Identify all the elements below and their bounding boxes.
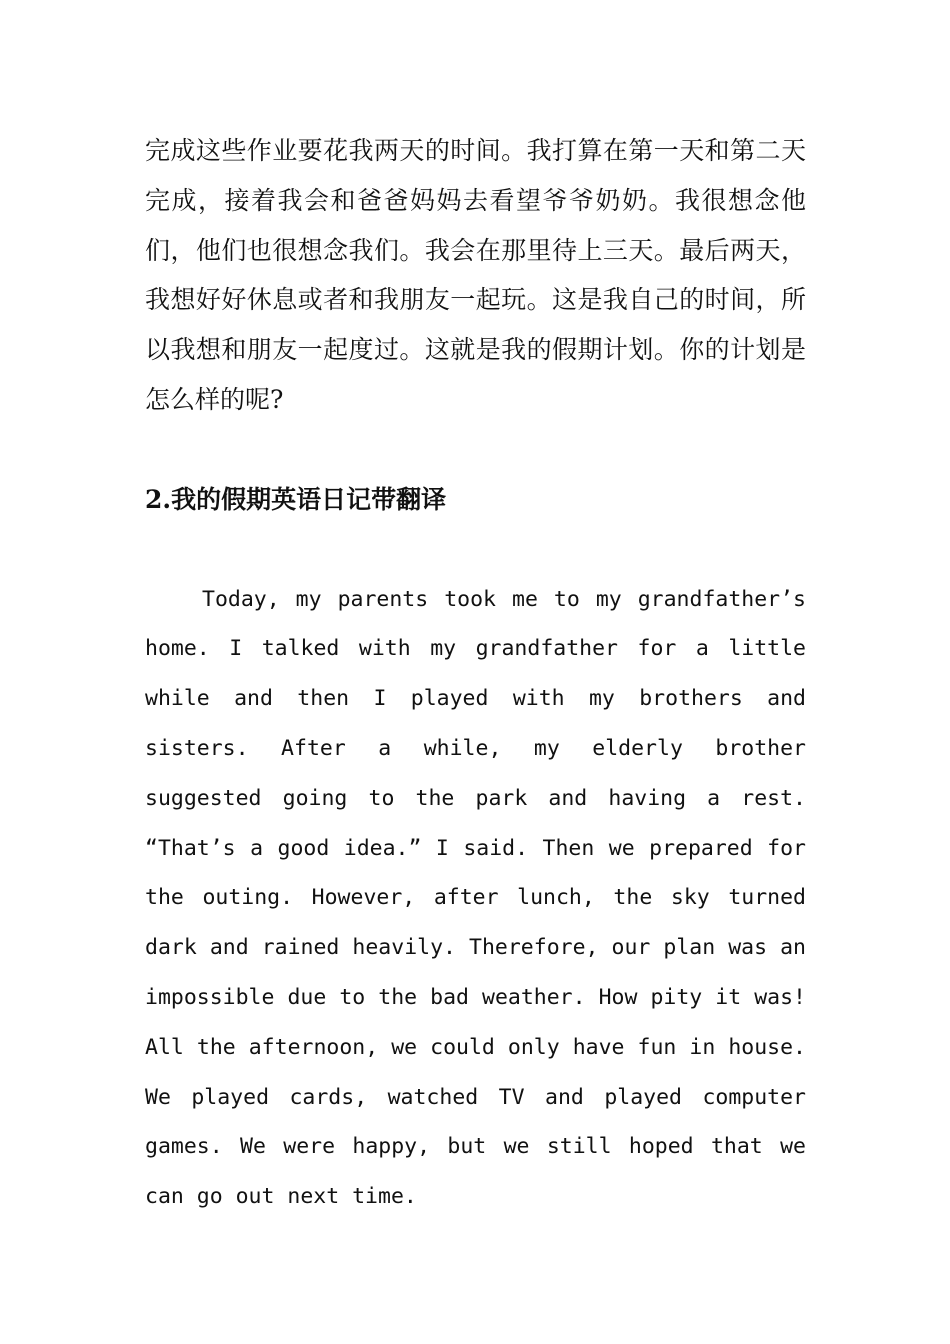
document-page bbox=[145, 126, 806, 1222]
chinese-paragraph: 完成这些作业要花我两天的时间。我打算在第一天和第二天完成，接着我会和爸爸妈妈去看望爷爷奶奶。我很想念他们，他们也很想念我们。我会在那里待上三天。最后两天，我想好好休息或者和我朋友一起玩。这是我自己的时间，所以我想和朋友一起度过。这就是我的假期计划。你的计划是怎么样的呢? bbox=[145, 136, 806, 414]
section-heading: 2.我的假期英语日记带翻译 bbox=[145, 484, 447, 514]
english-diary-paragraph: Today, my parents took me to my grandfather’s home. I talked with my grandfather for a little while and then I played with my brothers and sisters. After a while, my elderly brother suggested going to the park and having a rest. “That’s a good idea.” I said. Then we prepared for the outing. However, after lunch, the sky turned dark and rained heavily. Therefore, our plan was an impossible due to the bad weather. How pity it was! All the afternoon, we could only have fun in house. We played cards, watched TV and played computer games. We were happy, but we still hoped that we can go out next time. bbox=[145, 586, 806, 1210]
